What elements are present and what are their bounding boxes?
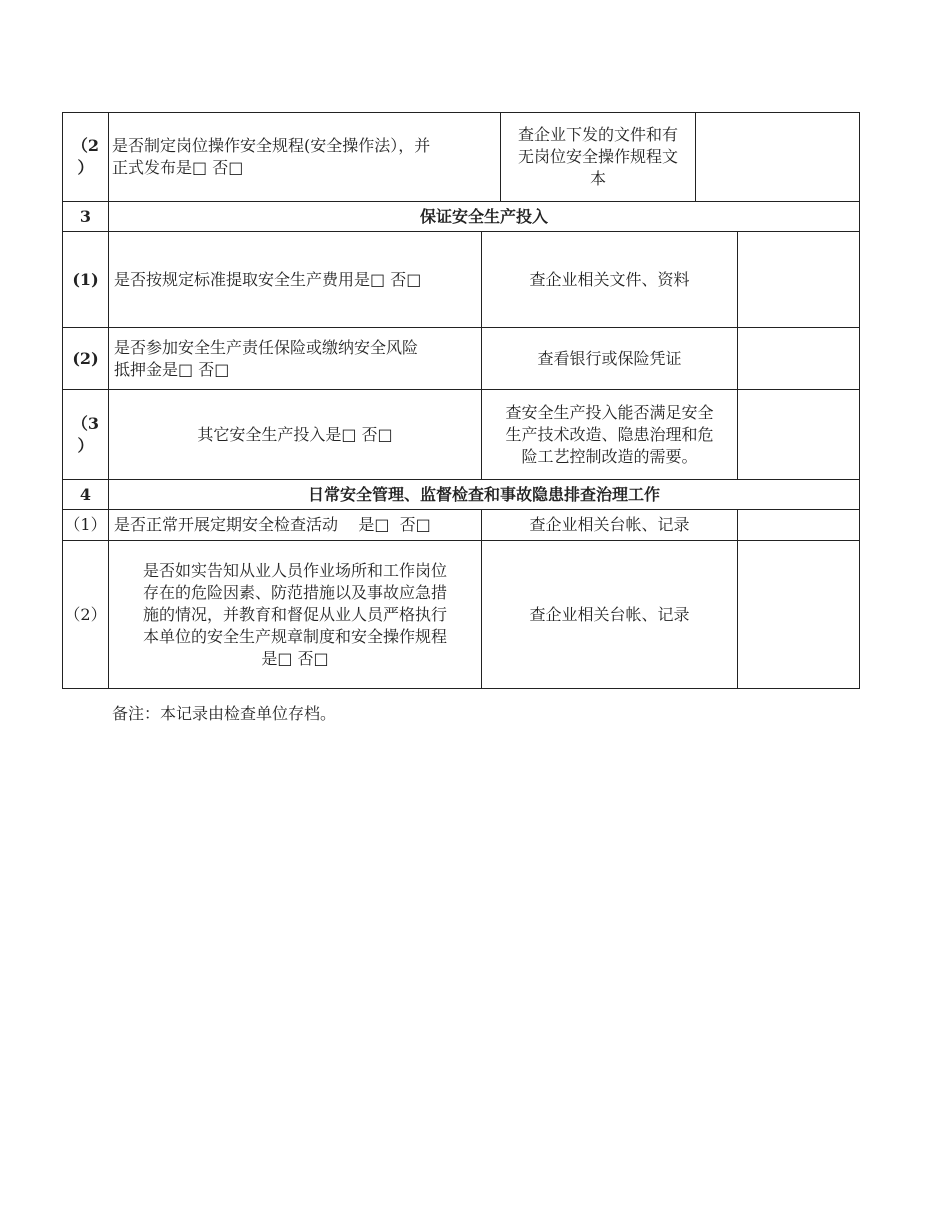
check-item: 是否按规定标准提取安全生产费用是□ 否□	[114, 269, 422, 289]
table-rule	[62, 688, 860, 689]
row-number: （1）	[64, 515, 107, 534]
row-number: （3 ）	[71, 413, 100, 455]
row-number: （2 ）	[71, 136, 100, 177]
check-method: 查企业相关台帐、记录	[529, 604, 690, 624]
check-item: 是否正常开展定期安全检查活动 是□ 否□	[114, 515, 431, 534]
check-method: 查企业相关台帐、记录	[529, 515, 690, 534]
row-number: (1)	[72, 269, 99, 289]
footnote: 备注：本记录由检查单位存档。	[112, 704, 337, 723]
table-rule	[859, 112, 860, 689]
section-title: 日常安全管理、监督检查和事故隐患排查治理工作	[307, 484, 660, 504]
result-cell	[738, 328, 859, 389]
section-number: 3	[79, 206, 92, 226]
row-number: （2）	[64, 604, 107, 624]
check-item: 是否如实告知从业人员作业场所和工作岗位 存在的危险因素、防范措施以及事故应急措 施的情况，并教育和督促从业人员严格执行 本单位的安全生产规章制度和安全操作规程 是□ 否□	[142, 560, 447, 668]
result-cell	[696, 113, 859, 201]
result-cell	[738, 510, 859, 540]
result-cell	[738, 541, 859, 688]
check-method: 查企业相关文件、资料	[529, 269, 690, 289]
result-cell	[738, 390, 859, 479]
check-method: 查企业下发的文件和有 无岗位安全操作规程文 本	[517, 125, 678, 188]
row-number: (2)	[72, 348, 99, 368]
check-item: 是否制定岗位操作安全规程(安全操作法），并 正式发布是□ 否□	[112, 136, 431, 177]
section-number: 4	[79, 484, 92, 504]
check-item: 其它安全生产投入是□ 否□	[197, 424, 393, 444]
check-method: 查看银行或保险凭证	[537, 348, 682, 368]
check-method: 查安全生产投入能否满足安全 生产技术改造、隐患治理和危 险工艺控制改造的需要。	[505, 402, 714, 466]
section-title: 保证安全生产投入	[419, 206, 548, 226]
check-item: 是否参加安全生产责任保险或缴纳安全风险 抵押金是□ 否□	[114, 337, 419, 379]
result-cell	[738, 232, 859, 327]
